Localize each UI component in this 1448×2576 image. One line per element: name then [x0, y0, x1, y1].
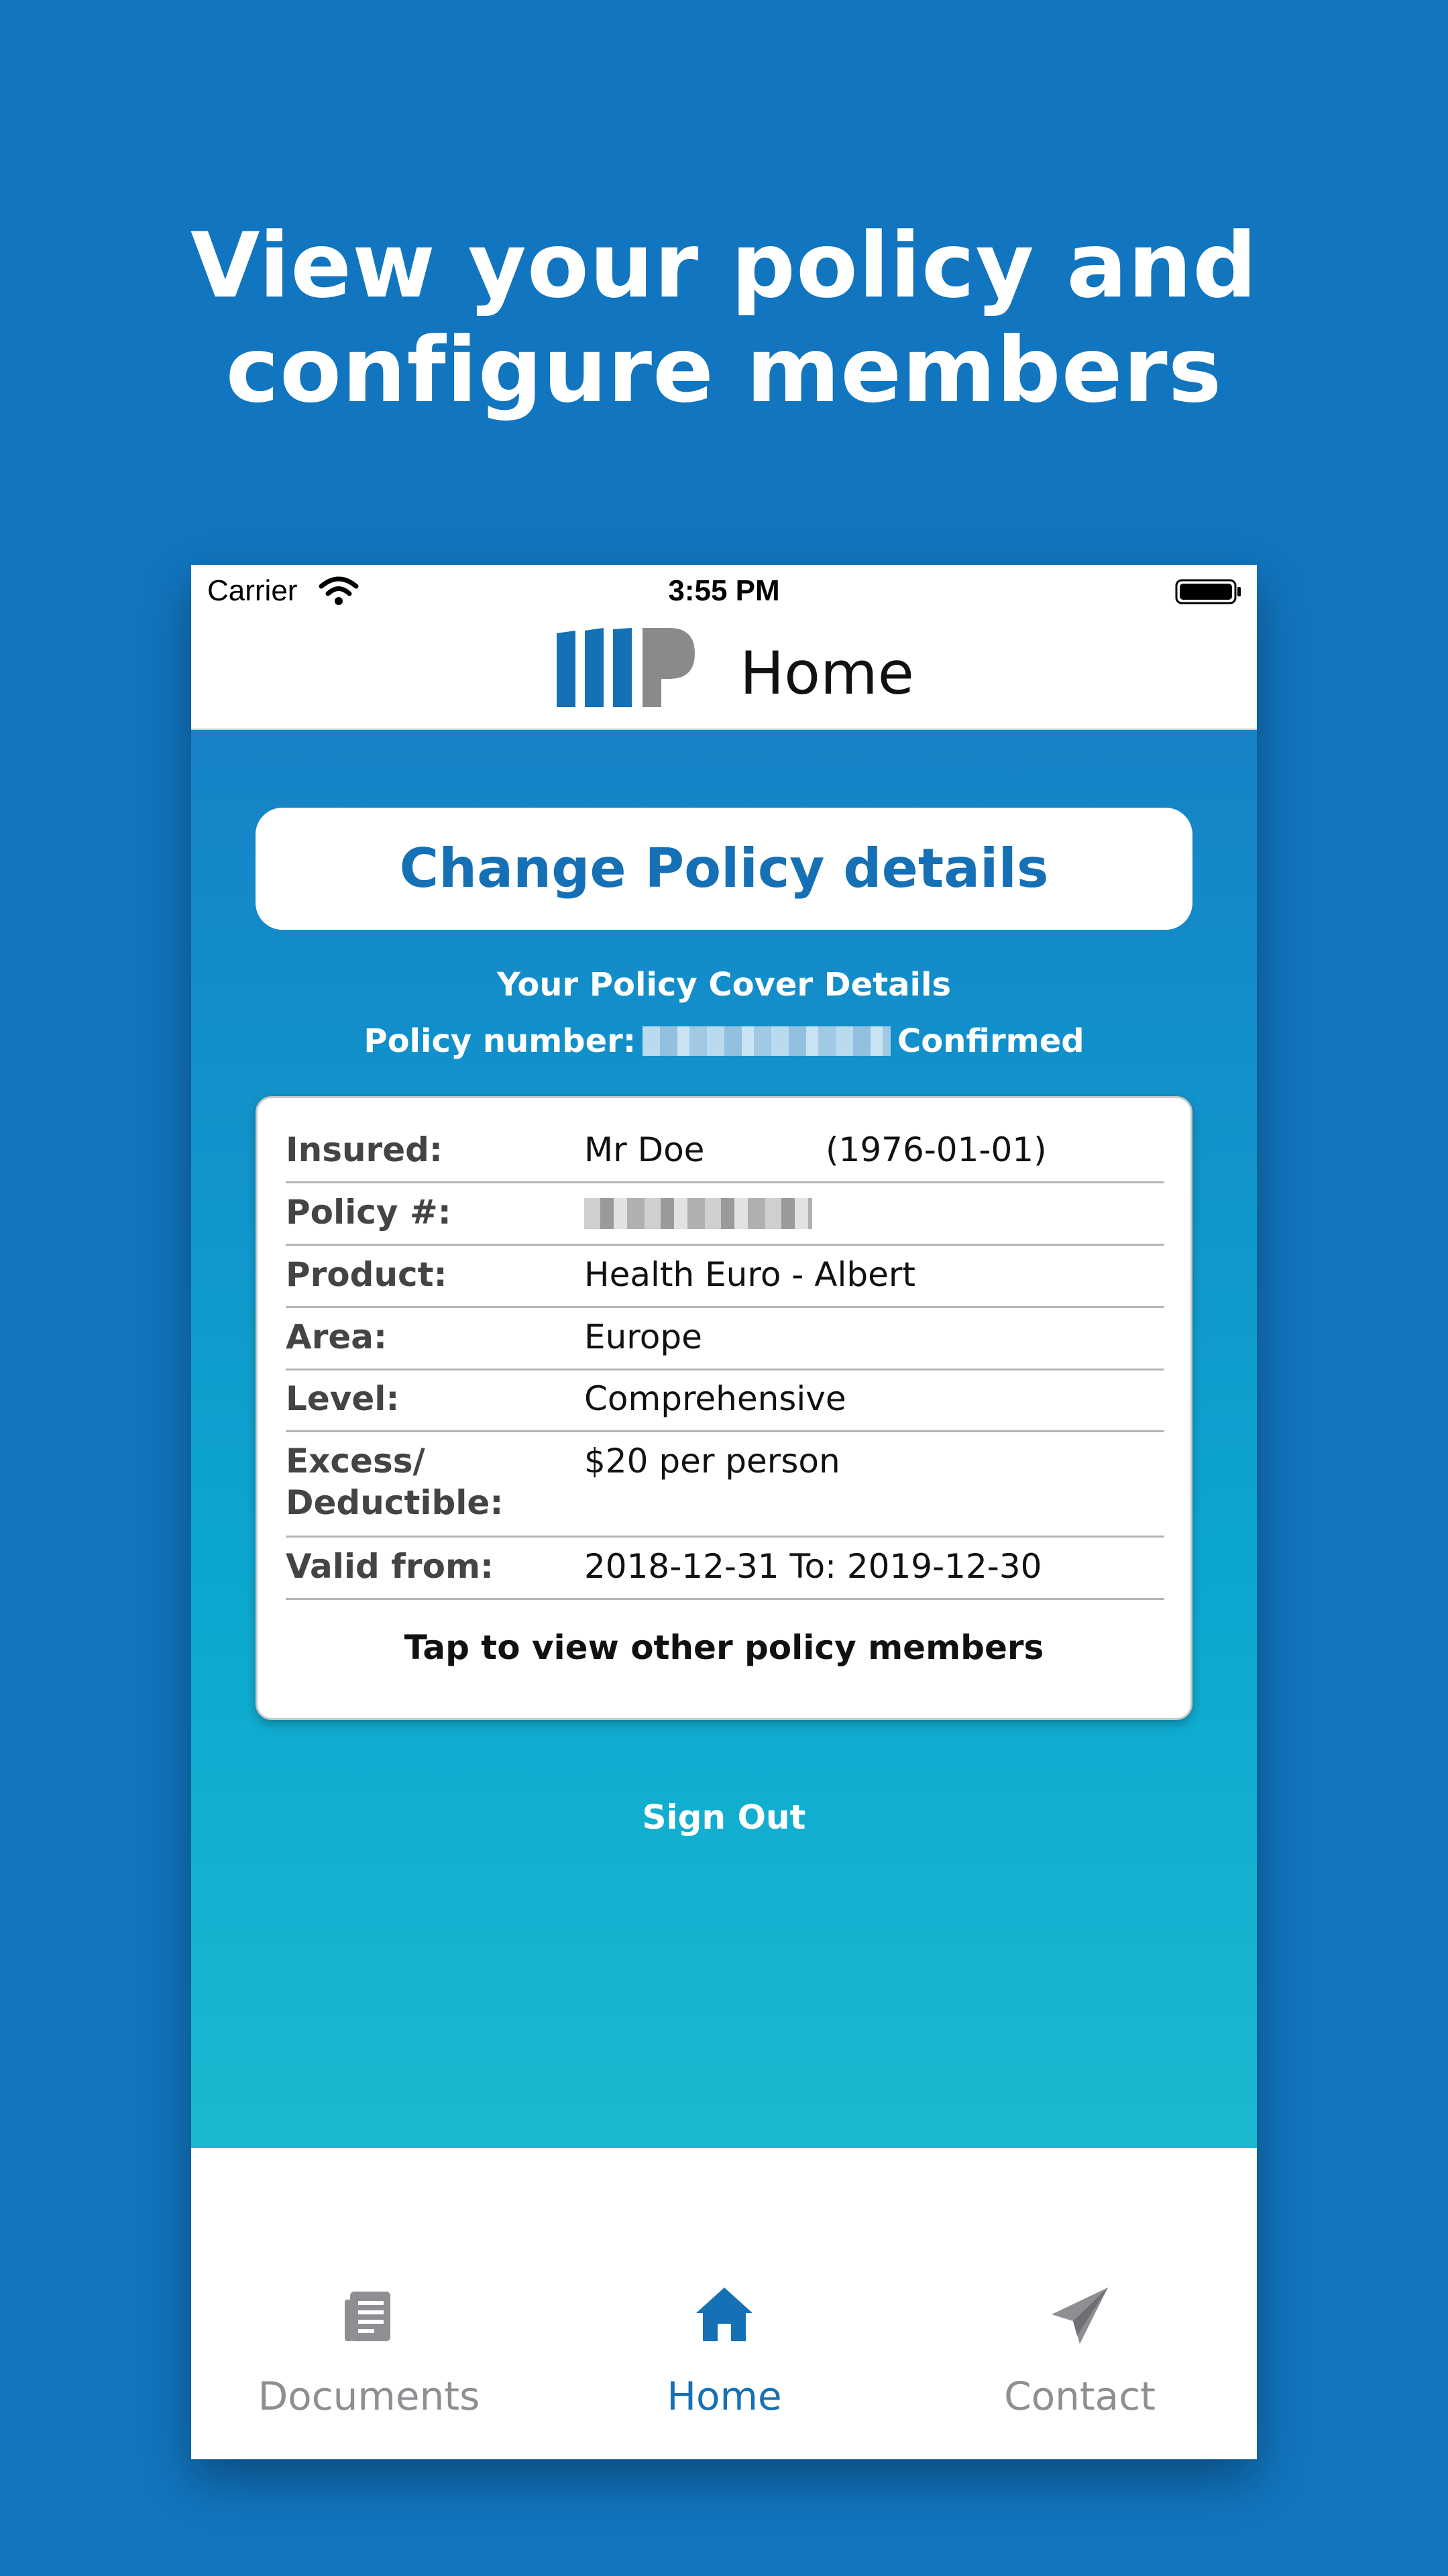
row-policy-number: [286, 1191, 1164, 1246]
policy-number-line: [191, 1022, 1257, 1060]
battery-icon: [1175, 578, 1242, 605]
insured-dob: (1976-01-01): [826, 1130, 1047, 1169]
carrier-label: Carrier: [207, 574, 298, 607]
promo-headline: [0, 213, 1448, 423]
row-excess: [286, 1440, 1164, 1538]
redacted-policy-value: [584, 1191, 812, 1233]
tab-documents-label: Documents: [258, 2373, 480, 2419]
product-value: Health Euro - Albert: [584, 1255, 915, 1294]
nav-bar: [191, 619, 1257, 730]
sign-out-link[interactable]: Sign Out: [642, 1798, 806, 1837]
excess-label-line-2: Deductible:: [286, 1483, 504, 1522]
nav-title: Home: [740, 639, 914, 708]
excess-value: $20 per person: [584, 1442, 840, 1481]
phone-screen: [191, 565, 1257, 2459]
insured-label: Insured:: [286, 1130, 443, 1169]
paper-plane-icon: [1046, 2282, 1113, 2349]
row-level: [286, 1378, 1164, 1432]
level-value: Comprehensive: [584, 1379, 846, 1418]
policy-number-label: Policy number:: [364, 1022, 636, 1060]
home-content: [191, 730, 1257, 2148]
policy-details-card[interactable]: [256, 1096, 1192, 1720]
row-area: [286, 1316, 1164, 1371]
home-icon: [691, 2282, 758, 2349]
tab-contact-label: Contact: [1004, 2373, 1156, 2419]
headline-line-2: configure members: [225, 318, 1223, 423]
tab-documents[interactable]: [191, 2255, 547, 2459]
cover-details-heading: Your Policy Cover Details: [496, 966, 952, 1004]
status-time: 3:55 PM: [668, 574, 780, 607]
headline-line-1: View your policy and: [190, 213, 1258, 318]
row-product: [286, 1254, 1164, 1308]
area-label: Area:: [286, 1318, 388, 1356]
excess-label: [286, 1440, 503, 1523]
tab-home-label: Home: [667, 2373, 782, 2419]
insured-value: Mr Doe: [584, 1130, 705, 1169]
view-members-link[interactable]: Tap to view other policy members: [404, 1628, 1044, 1667]
tab-home[interactable]: [547, 2255, 902, 2459]
area-value: Europe: [584, 1318, 702, 1356]
tab-bar: [191, 2255, 1257, 2459]
row-valid-dates: [286, 1546, 1164, 1600]
status-bar: [191, 565, 1257, 619]
policy-status: Confirmed: [897, 1022, 1084, 1060]
documents-icon: [335, 2282, 402, 2349]
excess-label-line-1: Excess/: [286, 1442, 425, 1481]
valid-dates-value: 2018-12-31 To: 2019-12-30: [584, 1547, 1042, 1586]
level-label: Level:: [286, 1379, 400, 1418]
tab-contact[interactable]: [902, 2255, 1257, 2459]
policy-label: Policy #:: [286, 1193, 451, 1232]
change-policy-button[interactable]: Change Policy details: [256, 808, 1192, 930]
product-label: Product:: [286, 1255, 447, 1294]
row-insured: [286, 1129, 1164, 1183]
redacted-policy-number: [643, 1026, 891, 1056]
brand-logo-icon: [550, 628, 698, 710]
valid-from-label: Valid from:: [286, 1547, 494, 1586]
